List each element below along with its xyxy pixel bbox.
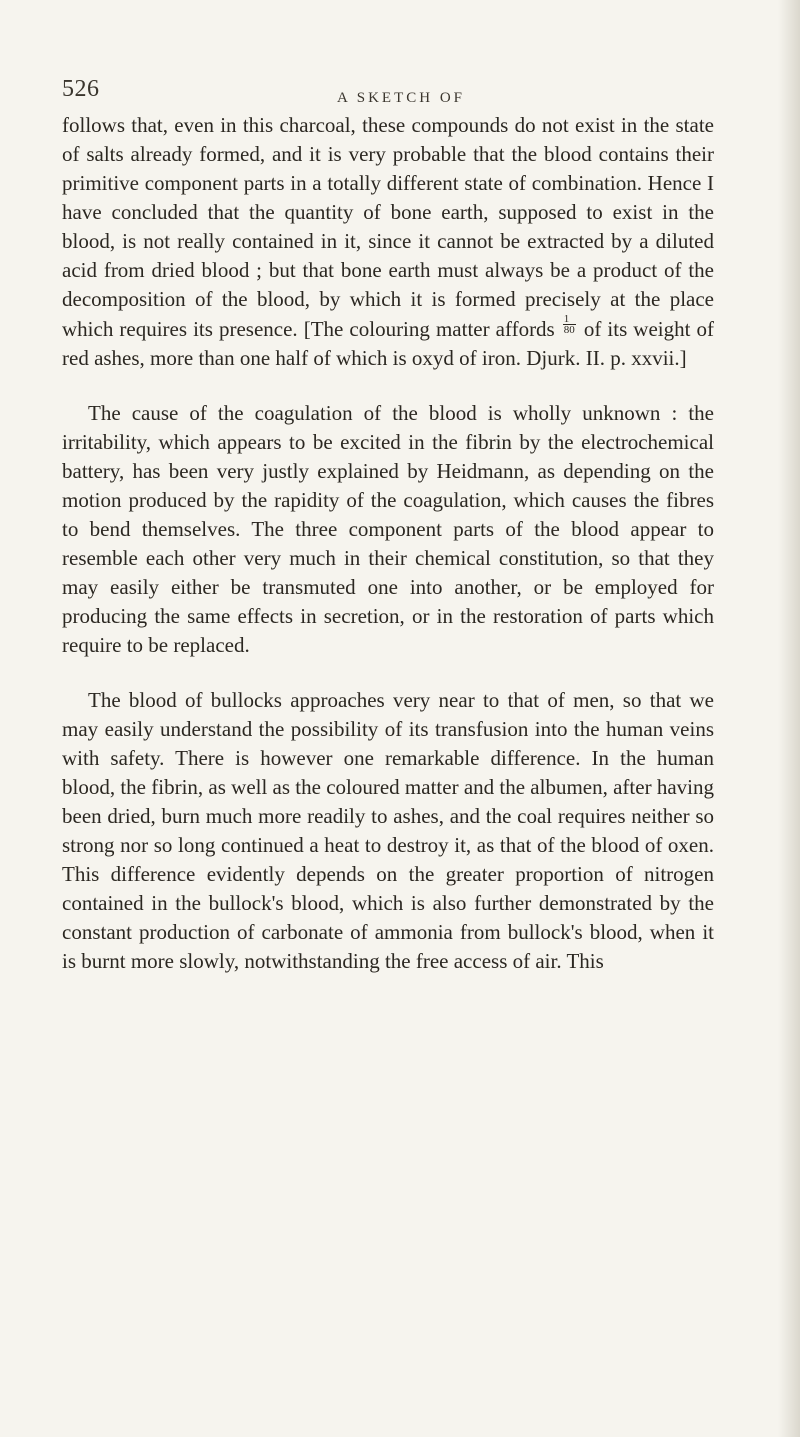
running-head: A SKETCH OF <box>336 90 466 106</box>
page-number: 526 <box>62 76 100 102</box>
page-header <box>62 76 740 116</box>
page-edge-shadow <box>778 0 800 1437</box>
paragraph-1-text-b: of its weight of red ashes, more than one half of which is oxyd of iron. Djurk. II. p. xxvii.] <box>62 317 715 370</box>
fraction-denominator: 80 <box>563 324 575 336</box>
paragraph-1 <box>62 111 714 373</box>
paragraph-3: The blood of bullocks approaches very near to that of men, so that we may easily understand the possibility of its transfusion into the human veins with safety. There is however one remarkable difference. In the human blood, the fibrin, as well as the coloured matter and the albumen, after having been dried, burn much more readily to ashes, and the coal requires neither so strong nor so long continued a heat to destroy it, as that of the blood of oxen. This difference evidently depends on the greater proportion of nitrogen contained in the bullock's blood, which is also further demonstrated by the constant production of carbonate of ammonia from bullock's blood, when it is burnt more slowly, notwithstanding the free access of air. This <box>62 688 714 973</box>
fraction-numerator: 1 <box>563 314 576 325</box>
paragraph-2: The cause of the coagulation of the blood is wholly unknown : the irritability, which appears to be excited in the fibrin by the electrochemical battery, has been very justly explained by Heidmann, as depending on the motion produced by the rapidity of the coagulation, which causes the fibres to bend themselves. The three component parts of the blood appear to resemble each other very much in their chemical constitution, so that they may easily either be transmuted one into another, or be employed for producing the same effects in secretion, or in the restoration of parts which require to be replaced. <box>62 401 714 657</box>
fraction-one-eightieth <box>563 314 576 335</box>
body-text <box>62 111 714 1002</box>
paragraph-1-text-a: follows that, even in this charcoal, these compounds do not exist in the state of salts already formed, and it is very probable that the blood contains their primitive component parts in a totally different state of combination. Hence I have concluded that the quantity of bone earth, supposed to exist in the blood, is not really contained in it, since it cannot be extracted by a diluted acid from dried blood ; but that bone earth must always be a product of the decomposition of the blood, by which it is formed precisely at the place which requires its presence. [The colouring matter affords <box>62 113 714 341</box>
